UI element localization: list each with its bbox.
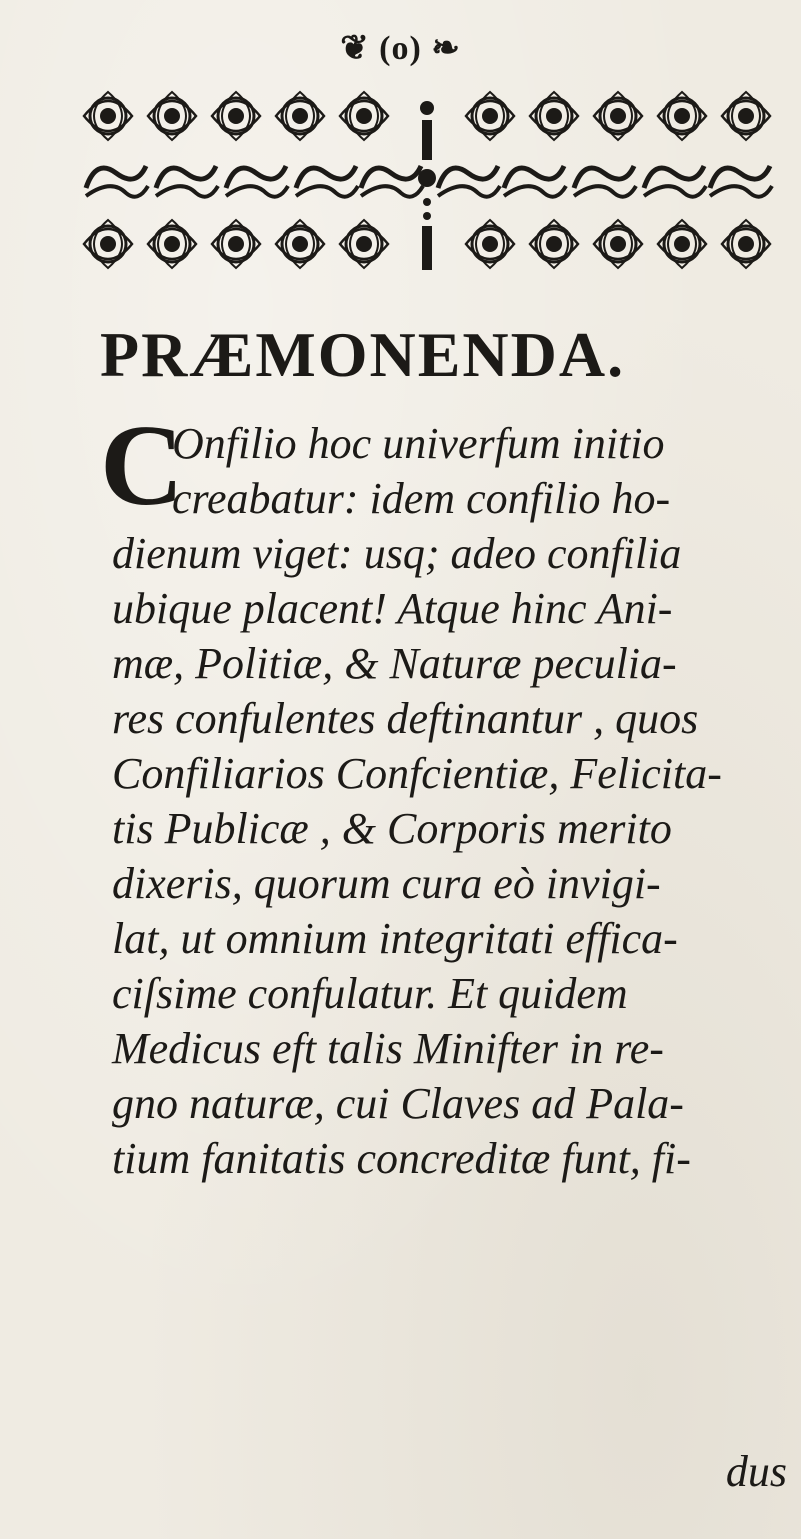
text-line: res confulentes deftinantur , quos (112, 694, 699, 743)
text-line: tis Publicæ , & Corporis merito (112, 804, 672, 853)
text-line: Medicus eft talis Minifter in re- (112, 1024, 664, 1073)
text-line: ciſsime confulatur. Et quidem (112, 969, 628, 1018)
catchword: dus (725, 1447, 787, 1496)
text-line: dienum viget: usq; adeo confilia (112, 529, 682, 578)
drop-cap: C (100, 402, 184, 530)
floral-ornament-band (76, 86, 778, 276)
section-title: PRÆMONENDA. (100, 319, 626, 390)
text-line: mæ, Politiæ, & Naturæ peculia- (112, 639, 677, 688)
text-line: tium fanitatis concreditæ funt, fi- (112, 1134, 691, 1183)
text-line: dixeris, quorum cura eò invigi- (112, 859, 661, 908)
text-line: ubique placent! Atque hinc Ani- (112, 584, 673, 633)
text-line: Onfilio hoc univerfum initio (172, 419, 665, 468)
page-marker: ❦ (o) ❧ (340, 30, 461, 67)
text-line: creabatur: idem confilio ho- (172, 474, 671, 523)
text-line: lat, ut omnium integritati effica- (112, 914, 678, 963)
ornament-center-column (418, 101, 436, 270)
text-line: gno naturæ, cui Claves ad Pala- (112, 1079, 684, 1128)
text-line: Confiliarios Confcientiæ, Felicita- (112, 749, 722, 798)
